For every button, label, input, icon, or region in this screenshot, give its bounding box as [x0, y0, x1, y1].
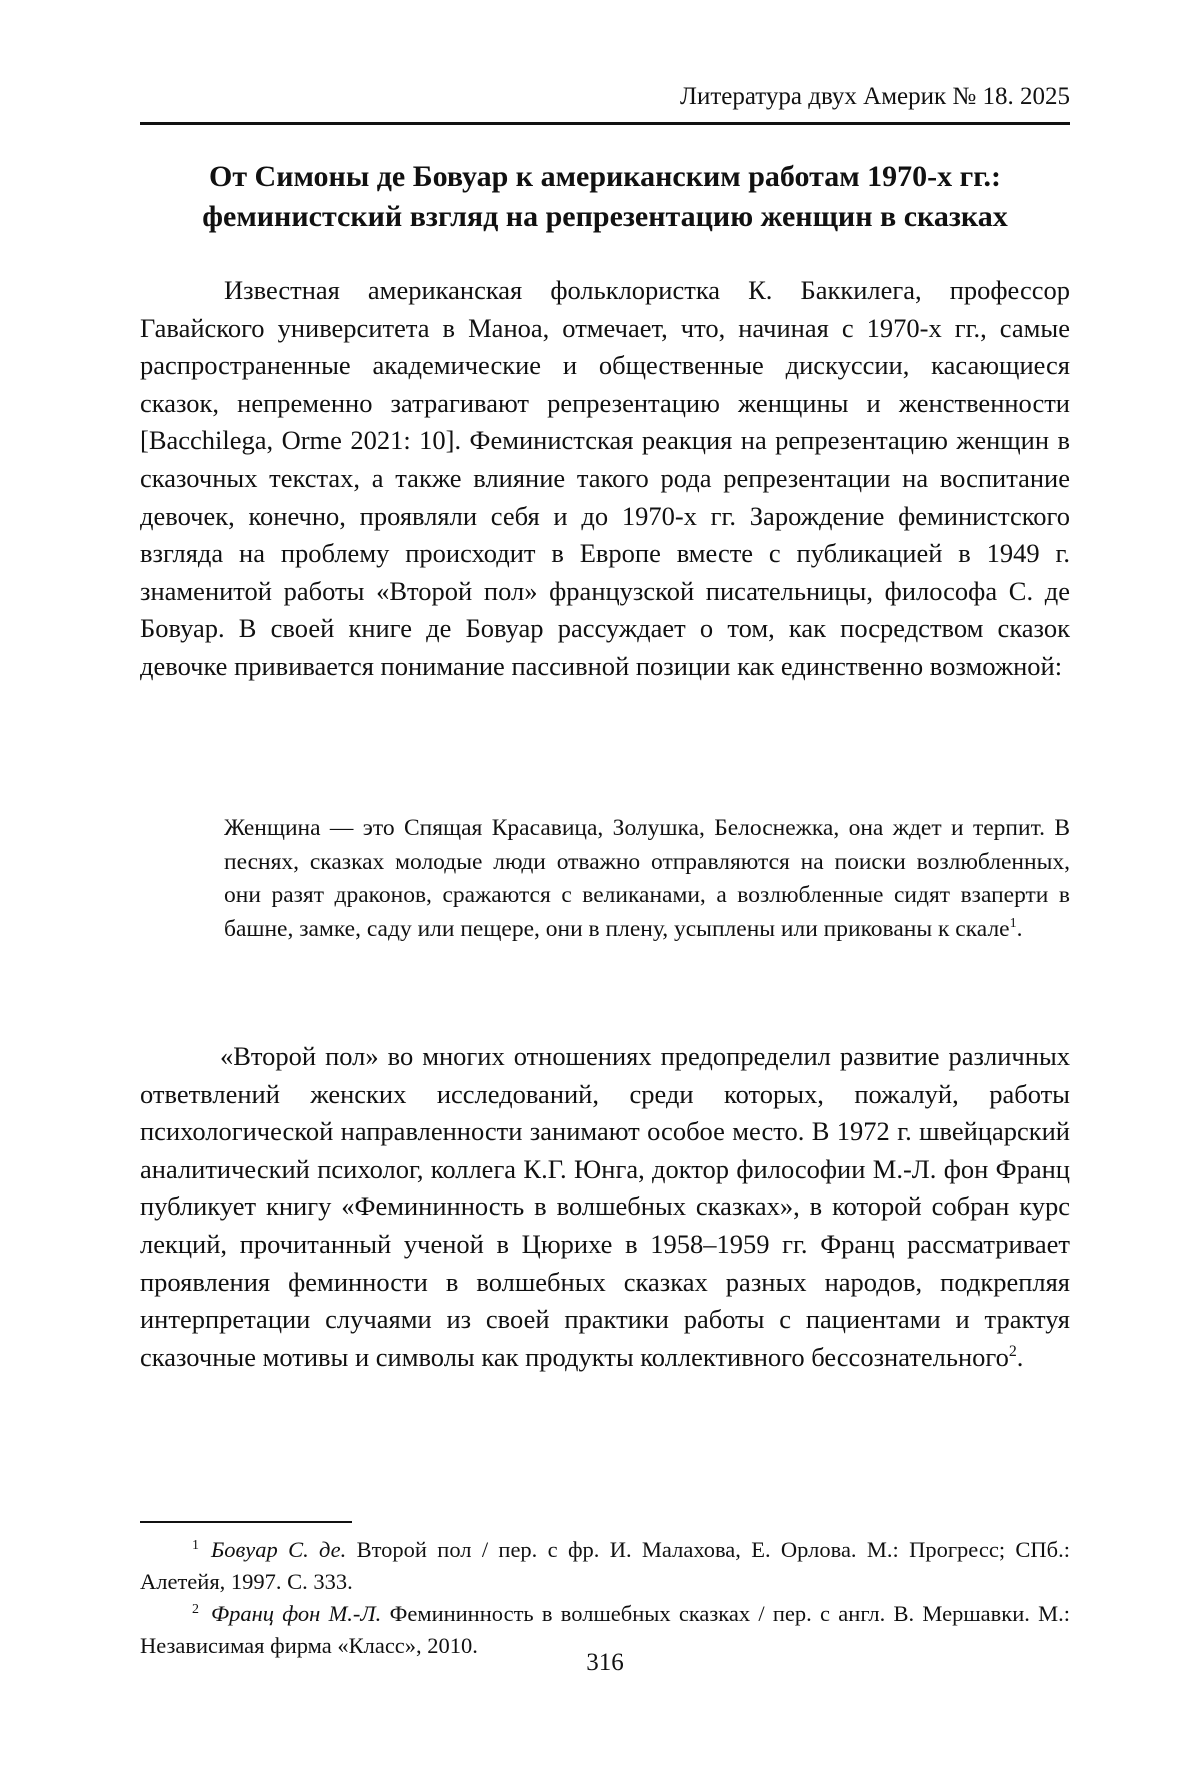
header-rule [140, 122, 1070, 125]
footnote-rule [140, 1521, 352, 1523]
block-quote: Женщина — это Спящая Красавица, Золушка, Белоснежка, она ждет и терпит. В песнях, сказках молодые люди отважно отправляются на поиски возлюбленных, они разят драконов, сражаются с великанами, а возлюбленные сидят взаперти в башне, замке, саду или пещере, они в плену, усыплены или прикованы к скале$^1$. [224, 815, 1070, 942]
page-number: 316 [586, 1649, 624, 1676]
paragraph-1: Известная американская фольклористка К. Баккилега, профессор Гавайского университета в Маноа, отмечает, что, начиная с 1970-х гг., самые распространенные академические и общественные дискуссии, касающиеся сказок, непременно затрагивают репрезентацию женщины и женственности [Bacchilega, Orme 2021: 10]. Феминистская реакция на репрезентацию женщин в сказочных текстах, а также влияние такого рода репрезентации на воспитание девочек, конечно, проявляли себя и до 1970-х гг. Зарождение феминистского взгляда на проблему происходит в Европе вместе с публикацией в 1949 г. знаменитой работы «Второй пол» французской писательницы, философа С. де Бовуар. В своей книге де Бовуар рассуждает о том, как посредством сказок девочке прививается понимание пассивной позиции как единственно возможной: [140, 275, 1070, 681]
footnote-ref-2[interactable]: 2 [1008, 1342, 1017, 1360]
paragraph-2-text: «Второй пол» во многих отношениях предопределил развитие различных ответвлений женских исследований, среди которых, пожалуй, работы психологической направленности занимают особое место. В 1972 г. швейцарский аналитический психолог, коллега К.Г. Юнга, доктор философии М.-Л. фон Франц публикует книгу «Фемининность в волшебных сказках», в которой собран курс лекций, прочитанный ученой в Цюрихе в 1958–1959 гг. Франц рассматривает проявления феминности в волшебных сказках разных народов, подкрепляя интерпретации случаями из своей практики работы с пациентами и трактуя сказочные мотивы и символы как продукты коллективного бессознательного [140, 1041, 1070, 1372]
footnote-1 [140, 1534, 1070, 1598]
footnote-2-author: Франц фон М.-Л. [210, 1601, 382, 1626]
article-title: От Симоны де Бовуар к американским работам 1970-х гг.: феминистский взгляд на репрезентацию женщин в сказках [202, 160, 1008, 233]
paragraph-2: «Второй пол» во многих отношениях предопределил развитие различных ответвлений женских исследований, среди которых, пожалуй, работы психологической направленности занимают особое место. В 1972 г. швейцарский аналитический психолог, коллега К.Г. Юнга, доктор философии М.-Л. фон Франц публикует книгу «Фемининность в волшебных сказках», в которой собран курс лекций, прочитанный ученой в Цюрихе в 1958–1959 гг. Франц рассматривает проявления феминности в волшебных сказках разных народов, подкрепляя интерпретации случаями из своей практики работы с пациентами и трактуя сказочные мотивы и символы как продукты коллективного бессознательного$^2$. [140, 1041, 1070, 1372]
footnote-1-number: 1 [192, 1537, 199, 1553]
footnote-2-text: Фемининность в волшебных сказках / пер. с англ. В. Мершавки. М.: Независимая фирма «Класс», 2010. [140, 1601, 1071, 1658]
footnote-1-author: Бовуар С. де. [210, 1537, 347, 1562]
footnote-2-number: 2 [192, 1601, 199, 1617]
quote-text: Женщина — это Спящая Красавица, Золушка, Белоснежка, она ждет и терпит. В песнях, сказках молодые люди отважно отправляются на поиски возлюбленных, они разят драконов, сражаются с великанами, а возлюбленные сидят взаперти в башне, замке, саду или пещере, они в плену, усыплены или прикованы к скале [224, 815, 1070, 942]
running-header: Литература двух Америк № 18. 2025 [679, 83, 1070, 110]
footnote-ref-1[interactable]: 1 [1009, 914, 1017, 931]
footnote-1-text: Второй пол / пер. с фр. И. Малахова, Е. Орлова. М.: Прогресс; СПб.: Алетейя, 1997. С. 333. [140, 1537, 1070, 1594]
